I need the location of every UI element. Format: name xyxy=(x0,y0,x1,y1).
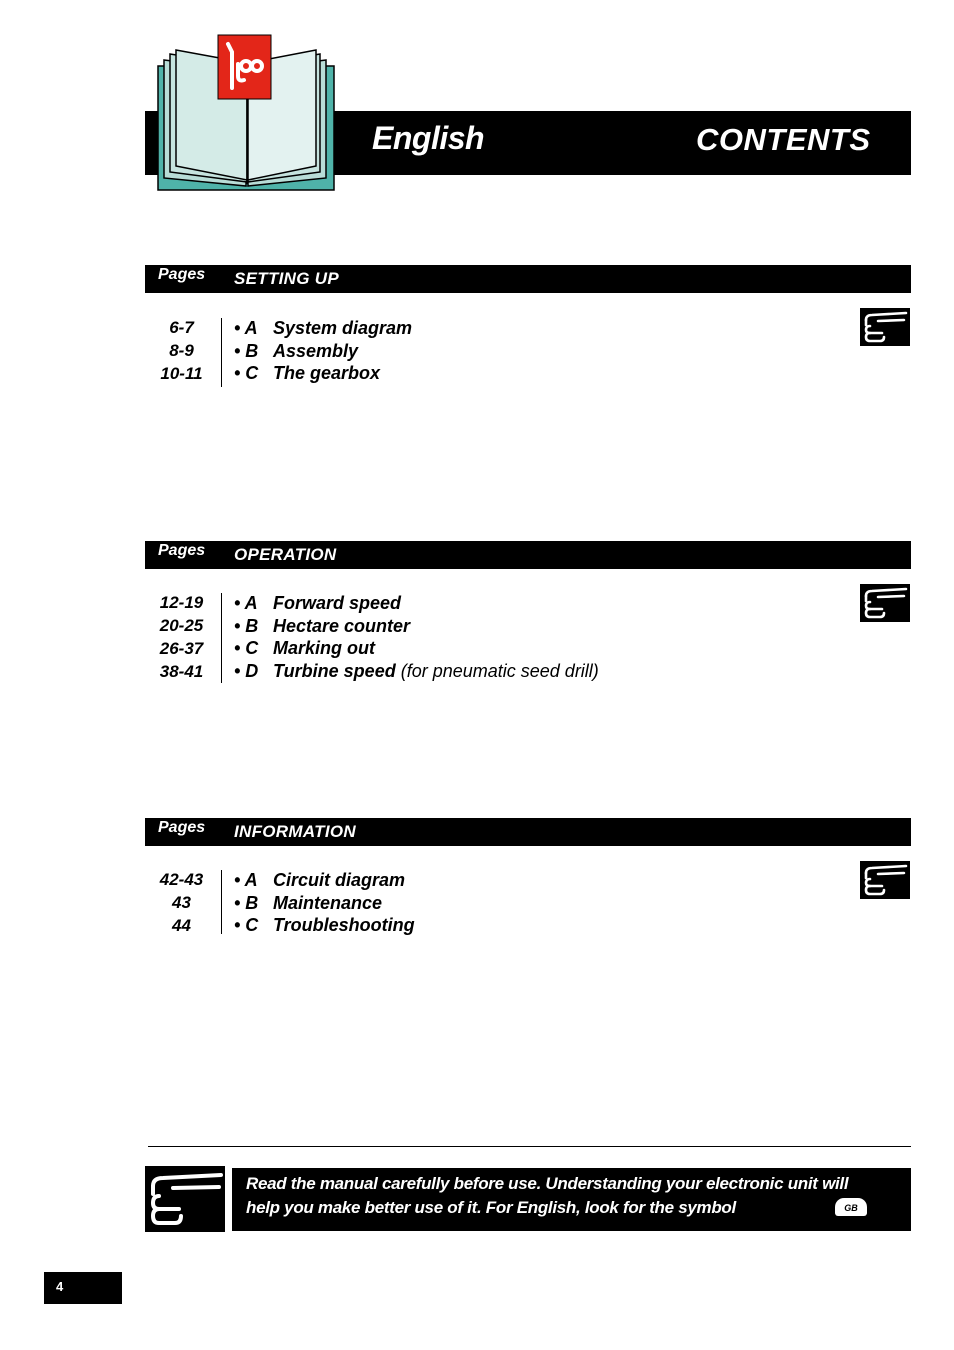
pointing-hand-icon xyxy=(860,308,910,346)
footer-rule xyxy=(148,1146,911,1147)
items-setting-up xyxy=(234,317,412,385)
footer-line-2: help you make better use of it. For English, look for the symbol xyxy=(246,1198,736,1217)
contents-item: • C Marking out xyxy=(234,638,375,658)
contents-title: CONTENTS xyxy=(696,122,871,157)
footer-note-box xyxy=(232,1168,911,1231)
page-number-box xyxy=(44,1272,122,1304)
page-ref: 8-9 xyxy=(169,341,194,360)
items-information xyxy=(234,869,415,937)
gb-symbol-badge: GB xyxy=(835,1198,867,1216)
section-header-setting-up xyxy=(145,265,911,293)
page-ref: 38-41 xyxy=(159,662,204,681)
page-ref: 6-7 xyxy=(169,318,194,337)
pointing-hand-icon xyxy=(860,584,910,622)
page-number: 4 xyxy=(56,1279,64,1294)
page-ref: 44 xyxy=(172,916,191,935)
pointing-hand-icon xyxy=(145,1166,225,1232)
section-title: INFORMATION xyxy=(234,822,356,841)
contents-item: • A Circuit diagram xyxy=(234,870,406,890)
language-title: English xyxy=(372,120,485,156)
section-header-operation xyxy=(145,541,911,569)
open-book-logo-icon xyxy=(150,30,340,195)
page-ref: 43 xyxy=(172,893,191,912)
footer-note xyxy=(246,1172,906,1220)
contents-item: • B Hectare counter xyxy=(234,615,411,636)
divider-line xyxy=(221,593,222,683)
contents-item: • C The gearbox xyxy=(234,363,381,383)
contents-item: • A System diagram xyxy=(234,318,413,338)
page-ref: 20-25 xyxy=(159,616,204,635)
page-ref: 26-37 xyxy=(159,639,204,658)
item-note: (for pneumatic seed drill) xyxy=(400,660,599,681)
contents-item: • C Troubleshooting xyxy=(234,915,415,935)
page-numbers-operation xyxy=(144,591,219,683)
pages-label: Pages xyxy=(158,542,206,559)
contents-item: • A Forward speed xyxy=(234,593,402,613)
items-operation xyxy=(234,592,599,682)
footer-line-1: Read the manual carefully before use. Understanding your electronic unit will xyxy=(246,1174,849,1193)
section-title: OPERATION xyxy=(234,545,337,564)
divider-line xyxy=(221,318,222,387)
section-title: SETTING UP xyxy=(234,269,340,288)
page-ref: 12-19 xyxy=(159,593,204,612)
divider-line xyxy=(221,870,222,934)
section-header-information xyxy=(145,818,911,846)
page-numbers-setting-up xyxy=(144,316,219,385)
contents-item: • B Maintenance xyxy=(234,892,383,913)
pointing-hand-icon xyxy=(860,861,910,899)
page-ref: 42-43 xyxy=(159,870,204,889)
pages-label: Pages xyxy=(158,266,206,283)
contents-item: • B Assembly xyxy=(234,340,359,361)
page-ref: 10-11 xyxy=(160,364,203,383)
contents-item: • D Turbine speed (for pneumatic seed drill) xyxy=(234,660,599,681)
page-numbers-information xyxy=(144,868,219,937)
pages-label: Pages xyxy=(158,819,206,836)
